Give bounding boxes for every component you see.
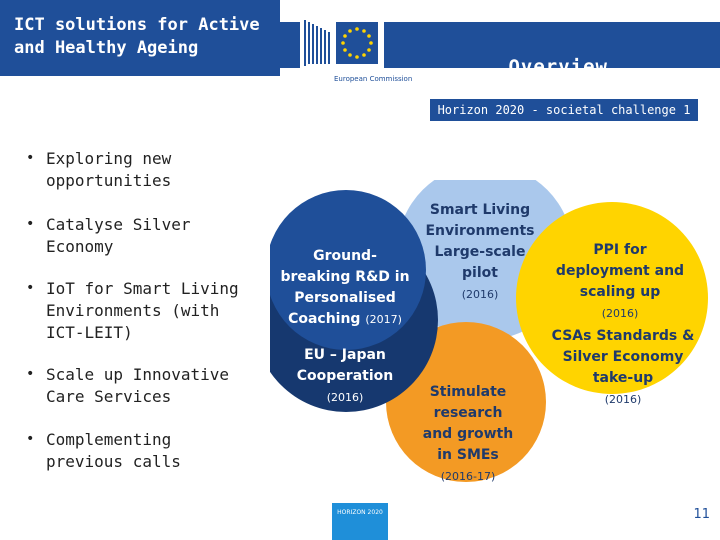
societal-challenge-tag: Horizon 2020 - societal challenge 1 bbox=[430, 99, 698, 121]
smes-bubble-label: Stimulate research and growth in SMEs (2016-17) bbox=[422, 384, 514, 483]
bullet-icon: • bbox=[26, 216, 35, 232]
ec-building-icon bbox=[300, 12, 384, 76]
smart-living-bubble-label: Smart Living Environments Large-scale pilot (2016) bbox=[425, 202, 535, 301]
overview-label: Overview bbox=[508, 56, 608, 78]
bullet-icon: • bbox=[26, 150, 35, 166]
bullet-icon: • bbox=[26, 366, 35, 382]
horizon-2020-logo: HORIZON 2020 bbox=[332, 503, 388, 540]
bullet-icon: • bbox=[26, 431, 35, 447]
slide-title: ICT solutions for Active and Healthy Ageing bbox=[14, 15, 260, 58]
slide-header bbox=[0, 0, 720, 88]
japan-bubble-label: EU – Japan Cooperation (2016) bbox=[296, 347, 394, 404]
bullet-icon: • bbox=[26, 280, 35, 296]
coaching-bubble-label: Ground-breaking R&D in Personalised Coaching (2017) bbox=[280, 248, 410, 327]
european-commission-logo bbox=[300, 12, 384, 98]
page-number: 11 bbox=[693, 507, 710, 522]
title-box bbox=[0, 0, 280, 76]
commission-label: European Commission bbox=[334, 75, 413, 83]
ppi-bubble-label: PPI for deployment and scaling up (2016) bbox=[555, 242, 685, 320]
csa-bubble-label: CSAs Standards & Silver Economy take-up (2016) bbox=[551, 328, 695, 406]
